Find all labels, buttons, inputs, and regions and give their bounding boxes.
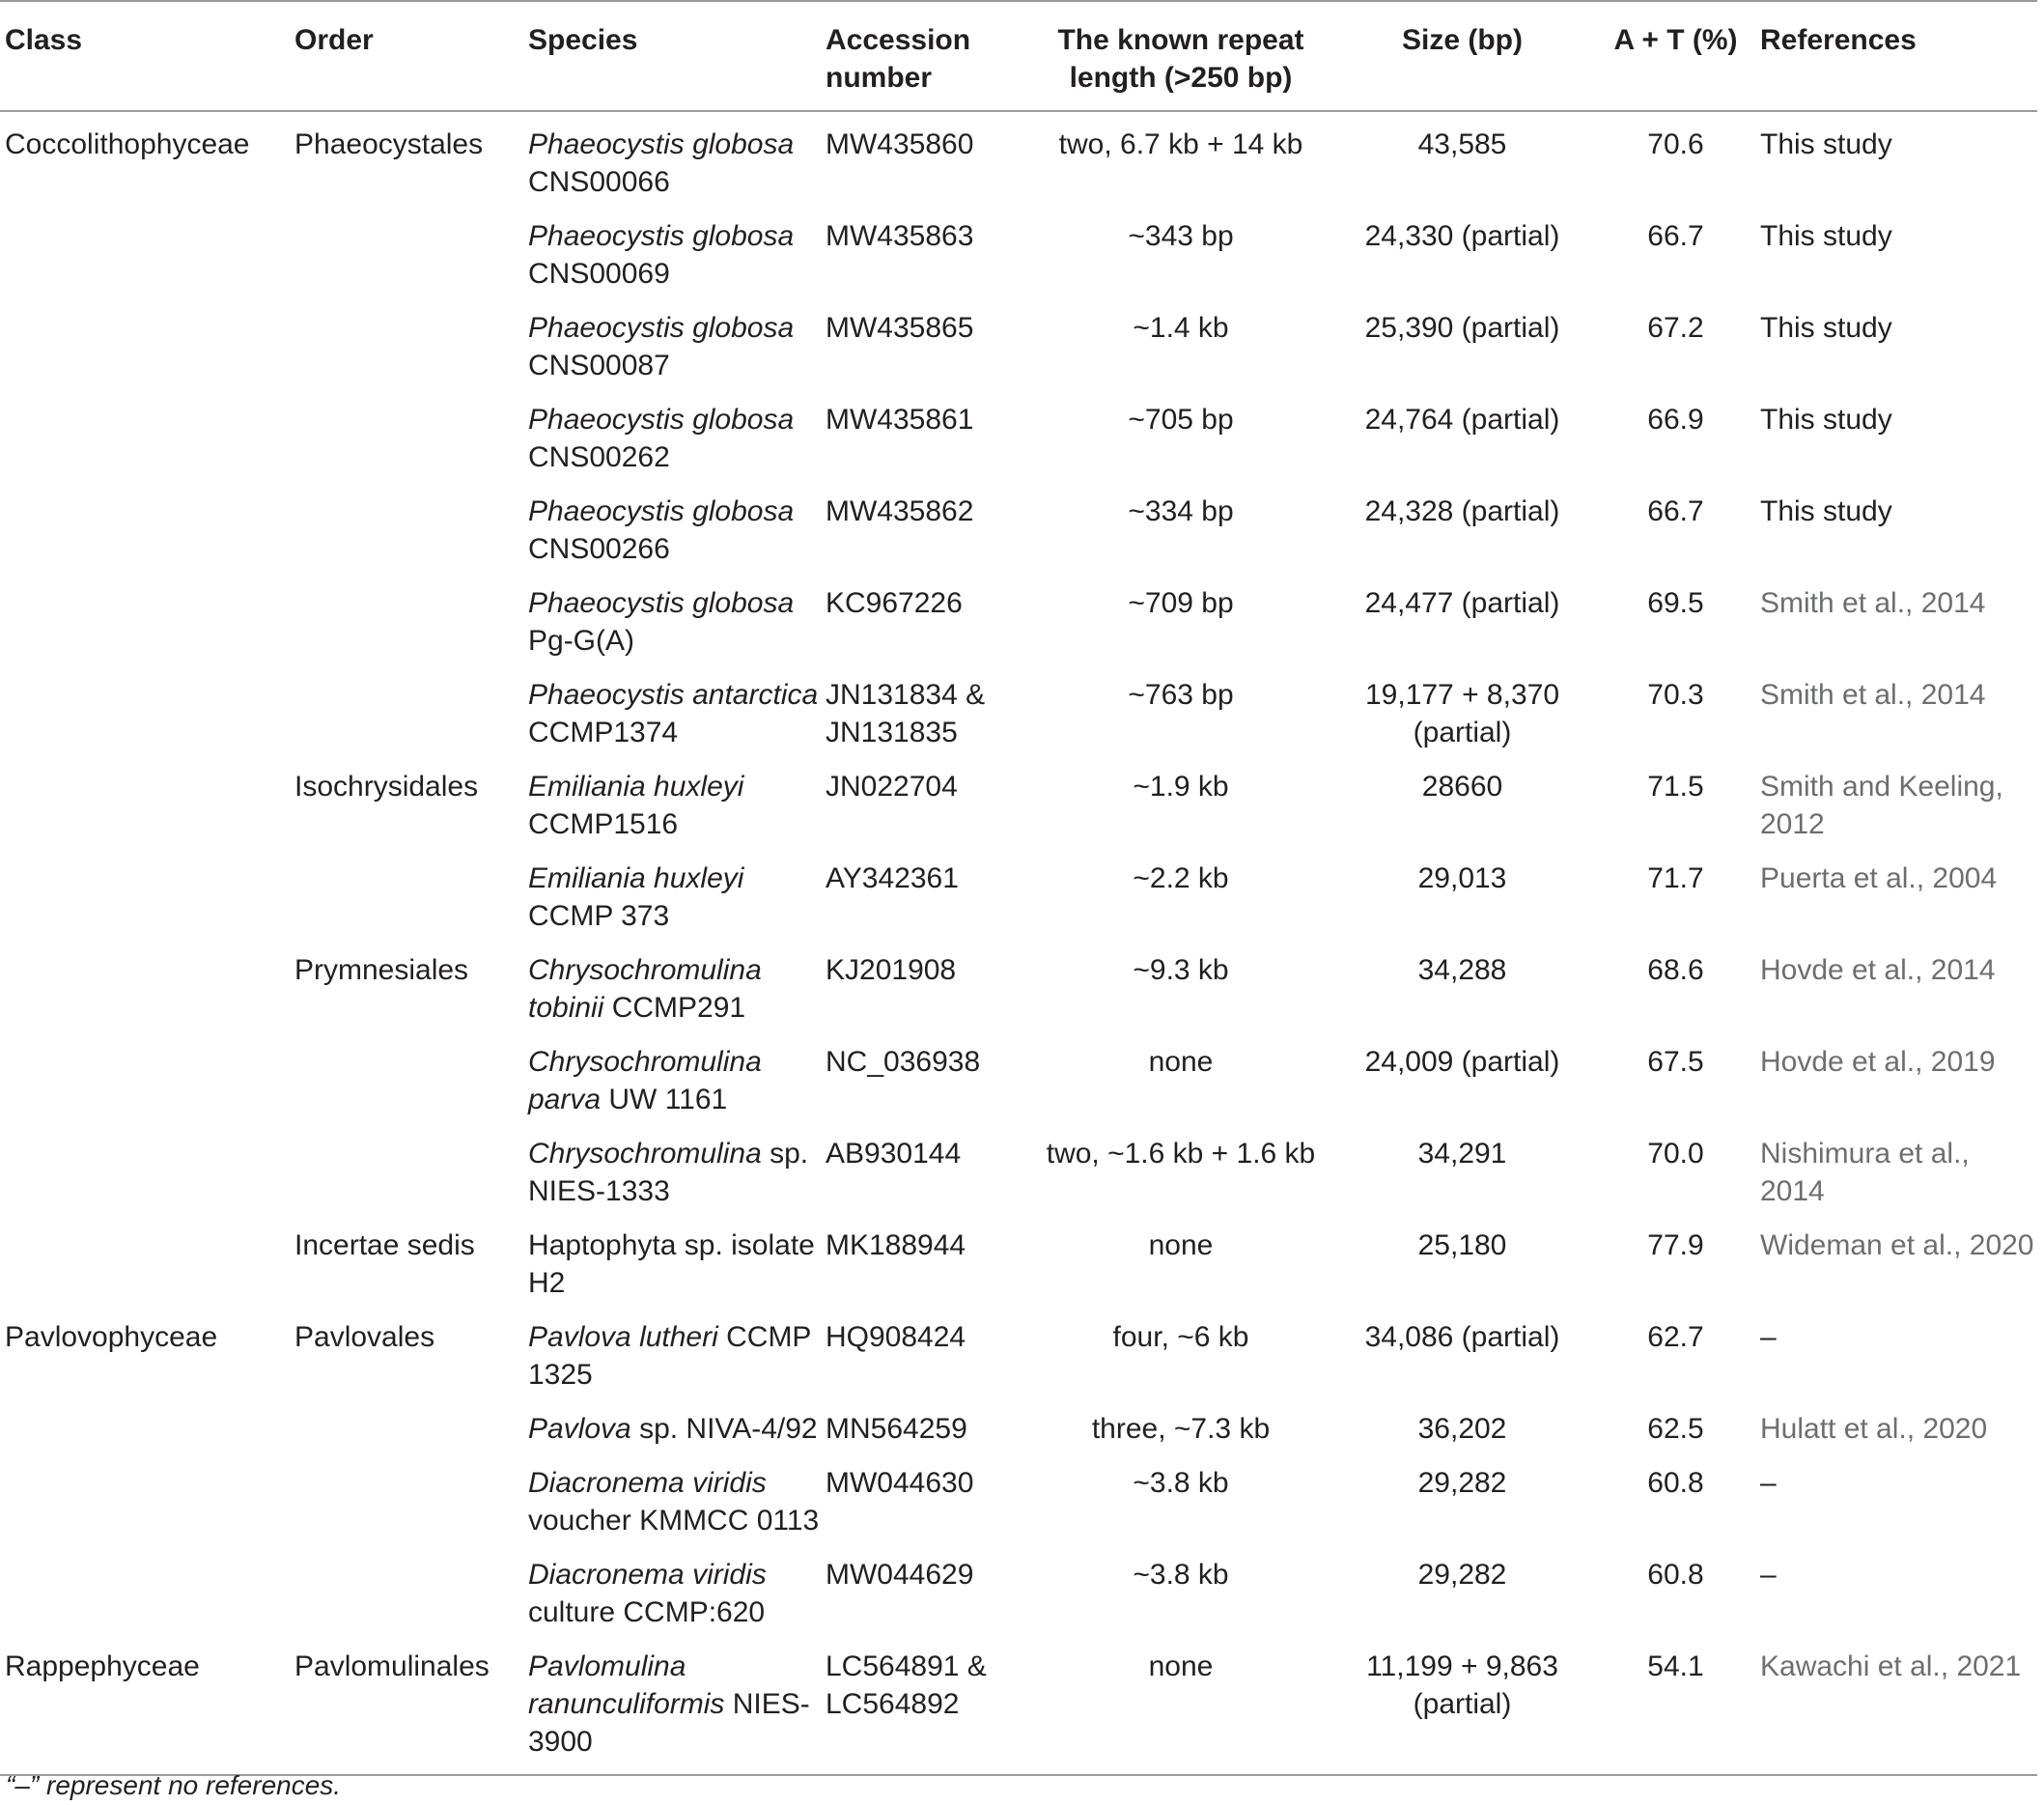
cell-species [523, 666, 821, 758]
cell-reference: Nishimura et al., 2014 [1760, 1138, 1970, 1207]
header-order: Order [294, 24, 374, 56]
cell-order [290, 391, 523, 483]
species-name-rest: CCMP 373 [528, 900, 670, 932]
cell-at-content: 54.1 [1647, 1650, 1704, 1682]
cell-size: 25,390 (partial) [1364, 312, 1560, 344]
cell-reference: Wideman et al., 2020 [1760, 1229, 2034, 1261]
species-name-rest: CNS00087 [528, 350, 670, 381]
cell-repeat-length: ~2.2 kb [1133, 862, 1229, 894]
cell-reference: This study [1760, 495, 1892, 527]
cell-repeat-length: ~763 bp [1128, 679, 1234, 711]
species-name-rest: CCMP1374 [528, 717, 679, 748]
cell-class [0, 1033, 290, 1125]
cell-repeat-length: none [1148, 1229, 1214, 1261]
species-name-italic: Diacronema viridis [528, 1467, 767, 1499]
cell-accession: HQ908424 [826, 1321, 966, 1353]
cell-class [0, 850, 290, 942]
species-name-italic: Pavlomulina ranunculiformis [528, 1650, 725, 1720]
species-name-rest: sp. NIVA-4/92 [630, 1413, 818, 1445]
table-row [0, 483, 2037, 575]
cell-at-content: 67.5 [1647, 1046, 1704, 1078]
cell-species [523, 1638, 821, 1775]
cell-repeat-length: two, ~1.6 kb + 1.6 kb [1046, 1138, 1316, 1170]
cell-repeat-length: none [1148, 1650, 1214, 1682]
cell-size: 36,202 [1417, 1413, 1507, 1445]
table-footnote: “–” represent no references. [6, 1770, 342, 1800]
cell-reference: Kawachi et al., 2021 [1760, 1650, 2022, 1682]
cell-size: 34,086 (partial) [1364, 1321, 1560, 1353]
cell-repeat-length: four, ~6 kb [1112, 1321, 1249, 1353]
cell-accession: KJ201908 [826, 954, 957, 986]
cell-reference: Puerta et al., 2004 [1760, 862, 1998, 894]
cell-accession: JN131834 & JN131835 [826, 679, 986, 748]
cell-size: 11,199 + 9,863 (partial) [1366, 1650, 1558, 1720]
cell-repeat-length: three, ~7.3 kb [1091, 1413, 1271, 1445]
header-species: Species [528, 24, 638, 56]
table-row [0, 1400, 2037, 1454]
cell-at-content: 67.2 [1647, 312, 1704, 344]
cell-size: 43,585 [1417, 128, 1507, 160]
cell-size: 29,282 [1417, 1559, 1507, 1591]
cell-accession: MW435861 [826, 404, 974, 436]
species-name-rest: voucher KMMCC 0113 [528, 1505, 820, 1537]
header-size: Size (bp) [1402, 24, 1523, 56]
cell-species [523, 208, 821, 299]
cell-order [290, 1033, 523, 1125]
species-name-italic: Emiliania huxleyi [528, 771, 744, 803]
cell-at-content: 60.8 [1647, 1467, 1704, 1499]
cell-order: Phaeocystales [294, 128, 484, 160]
cell-class [0, 575, 290, 666]
table-row [0, 666, 2037, 758]
cell-order [290, 1400, 523, 1454]
cell-at-content: 70.3 [1647, 679, 1704, 711]
cell-order [290, 483, 523, 575]
cell-species [523, 1033, 821, 1125]
cell-species [523, 391, 821, 483]
table-row [0, 850, 2037, 942]
cell-accession: JN022704 [826, 771, 958, 803]
species-name-italic: Pavlova lutheri [528, 1321, 718, 1353]
cell-accession: MW044630 [826, 1467, 974, 1499]
species-name-rest: Pg-G(A) [528, 625, 635, 657]
header-at-content: A + T (%) [1613, 24, 1738, 56]
cell-reference: – [1760, 1559, 1777, 1591]
species-name-rest: culture CCMP:620 [528, 1596, 766, 1628]
species-name-rest: CCMP1516 [528, 808, 679, 840]
cell-at-content: 60.8 [1647, 1559, 1704, 1591]
table-row [0, 1454, 2037, 1546]
cell-accession: MW435862 [826, 495, 974, 527]
species-name-rest: CCMP291 [603, 992, 746, 1024]
species-name-rest: CNS00266 [528, 533, 670, 565]
cell-reference: Smith and Keeling, 2012 [1760, 771, 2003, 840]
cell-class [0, 483, 290, 575]
cell-reference: Smith et al., 2014 [1760, 679, 1986, 711]
cell-class [0, 758, 290, 850]
cell-species [523, 483, 821, 575]
header-row [0, 1, 2037, 111]
cell-size: 24,477 (partial) [1364, 587, 1560, 619]
cell-species [523, 942, 821, 1033]
cell-reference: – [1760, 1321, 1777, 1353]
table-row [0, 1309, 2037, 1400]
species-name-rest: CNS00069 [528, 258, 670, 290]
cell-order: Pavlovales [294, 1321, 435, 1353]
cell-repeat-length: ~1.4 kb [1133, 312, 1229, 344]
species-name-italic: Diacronema viridis [528, 1559, 767, 1591]
cell-size: 19,177 + 8,370 (partial) [1364, 679, 1560, 748]
cell-accession: MK188944 [826, 1229, 966, 1261]
cell-reference: This study [1760, 404, 1892, 436]
cell-class [0, 1546, 290, 1638]
cell-species [523, 1546, 821, 1638]
cell-repeat-length: two, 6.7 kb + 14 kb [1058, 128, 1303, 160]
cell-repeat-length: ~3.8 kb [1133, 1467, 1229, 1499]
cell-accession: AB930144 [826, 1138, 962, 1170]
table-row [0, 1638, 2037, 1775]
species-name-italic: Phaeocystis globosa [528, 220, 795, 252]
cell-species [523, 111, 821, 208]
species-name-rest: NIES-3900 [528, 1688, 810, 1758]
cell-size: 29,013 [1417, 862, 1507, 894]
cell-size: 25,180 [1417, 1229, 1507, 1261]
table-body [0, 111, 2037, 1775]
table-row [0, 299, 2037, 391]
table-row [0, 758, 2037, 850]
species-name-rest: CNS00262 [528, 441, 670, 473]
species-name-italic: Chrysochromulina tobinii [528, 954, 762, 1024]
table-row [0, 111, 2037, 208]
table-row [0, 942, 2037, 1033]
cell-reference: This study [1760, 312, 1892, 344]
cell-species [523, 299, 821, 391]
cell-repeat-length: none [1148, 1046, 1214, 1078]
cell-class [0, 1125, 290, 1217]
cell-size: 34,291 [1417, 1138, 1507, 1170]
cell-order [290, 1454, 523, 1546]
cell-at-content: 71.7 [1647, 862, 1704, 894]
cell-species [523, 1400, 821, 1454]
cell-species [523, 575, 821, 666]
table-row [0, 575, 2037, 666]
species-name-italic: Phaeocystis globosa [528, 312, 795, 344]
cell-repeat-length: ~343 bp [1128, 220, 1234, 252]
species-name-rest: UW 1161 [601, 1084, 728, 1115]
cell-class: Pavlovophyceae [5, 1321, 218, 1353]
cell-at-content: 62.5 [1647, 1413, 1704, 1445]
species-name-italic: Phaeocystis globosa [528, 128, 795, 160]
cell-species [523, 1309, 821, 1400]
cell-order [290, 666, 523, 758]
table-row [0, 1125, 2037, 1217]
species-name-italic: Phaeocystis antarctica [528, 679, 819, 711]
cell-order [290, 1125, 523, 1217]
table-row [0, 1033, 2037, 1125]
cell-size: 34,288 [1417, 954, 1507, 986]
cell-reference: – [1760, 1467, 1777, 1499]
cell-size: 24,009 (partial) [1364, 1046, 1560, 1078]
cell-size: 29,282 [1417, 1467, 1507, 1499]
cell-size: 28660 [1421, 771, 1503, 803]
cell-size: 24,764 (partial) [1364, 404, 1560, 436]
cell-order [290, 850, 523, 942]
cell-repeat-length: ~705 bp [1128, 404, 1234, 436]
species-name-rest: CCMP 1325 [528, 1321, 811, 1391]
cell-species [523, 1125, 821, 1217]
cell-repeat-length: ~3.8 kb [1133, 1559, 1229, 1591]
header-repeat-length: The known repeat length (>250 bp) [1057, 24, 1304, 94]
cell-order: Prymnesiales [294, 954, 469, 986]
species-name-italic: Pavlova [528, 1413, 631, 1445]
cell-reference: Hovde et al., 2014 [1760, 954, 1996, 986]
table-row [0, 391, 2037, 483]
cell-repeat-length: ~9.3 kb [1133, 954, 1229, 986]
cell-class: Coccolithophyceae [5, 128, 250, 160]
cell-at-content: 70.6 [1647, 128, 1704, 160]
cell-size: 24,328 (partial) [1364, 495, 1560, 527]
header-references: References [1760, 24, 1917, 56]
species-name-italic: Phaeocystis globosa [528, 495, 795, 527]
cell-accession: MW435863 [826, 220, 974, 252]
species-name-italic: Phaeocystis globosa [528, 587, 795, 619]
species-name-italic: Chrysochromulina [528, 1138, 762, 1170]
cell-at-content: 66.7 [1647, 220, 1704, 252]
cell-order: Isochrysidales [294, 771, 479, 803]
header-class: Class [5, 24, 83, 56]
cell-reference: This study [1760, 128, 1892, 160]
table-row [0, 1546, 2037, 1638]
cell-accession: MN564259 [826, 1413, 967, 1445]
cell-species [523, 758, 821, 850]
cell-reference: Smith et al., 2014 [1760, 587, 1986, 619]
cell-order [290, 299, 523, 391]
cell-class [0, 942, 290, 1033]
species-name-rest: sp. NIES-1333 [528, 1138, 809, 1207]
cell-order: Pavlomulinales [294, 1650, 490, 1682]
header-accession: Accession number [826, 24, 971, 94]
cell-accession: KC967226 [826, 587, 963, 619]
cell-class [0, 1217, 290, 1309]
cell-at-content: 66.9 [1647, 404, 1704, 436]
cell-class [0, 208, 290, 299]
cell-at-content: 62.7 [1647, 1321, 1704, 1353]
species-name-italic: Chrysochromulina parva [528, 1046, 762, 1115]
species-name-rest: Haptophyta sp. isolate H2 [528, 1229, 815, 1299]
cell-at-content: 66.7 [1647, 495, 1704, 527]
cell-accession: AY342361 [826, 862, 959, 894]
cell-accession: MW044629 [826, 1559, 974, 1591]
species-name-italic: Phaeocystis globosa [528, 404, 795, 436]
cell-accession: MW435865 [826, 312, 974, 344]
species-name-italic: Emiliania huxleyi [528, 862, 744, 894]
cell-reference: Hovde et al., 2019 [1760, 1046, 1996, 1078]
cell-size: 24,330 (partial) [1364, 220, 1560, 252]
table-row [0, 1217, 2037, 1309]
cell-order [290, 575, 523, 666]
cell-species [523, 850, 821, 942]
cell-order [290, 1546, 523, 1638]
cell-order [290, 208, 523, 299]
cell-accession: LC564891 & LC564892 [826, 1650, 987, 1720]
cell-accession: MW435860 [826, 128, 974, 160]
cell-at-content: 69.5 [1647, 587, 1704, 619]
cell-repeat-length: ~709 bp [1128, 587, 1234, 619]
species-name-rest: CNS00066 [528, 166, 670, 198]
cell-repeat-length: ~334 bp [1128, 495, 1234, 527]
cell-class [0, 299, 290, 391]
cell-accession: NC_036938 [826, 1046, 981, 1078]
cell-at-content: 71.5 [1647, 771, 1704, 803]
table-row [0, 208, 2037, 299]
cell-order: Incertae sedis [294, 1229, 475, 1261]
cell-reference: Hulatt et al., 2020 [1760, 1413, 1988, 1445]
cell-class [0, 1400, 290, 1454]
cell-at-content: 70.0 [1647, 1138, 1704, 1170]
cell-species [523, 1217, 821, 1309]
cell-species [523, 1454, 821, 1546]
cell-class [0, 1454, 290, 1546]
cell-reference: This study [1760, 220, 1892, 252]
cell-class: Rappephyceae [5, 1650, 200, 1682]
cell-class [0, 391, 290, 483]
cell-repeat-length: ~1.9 kb [1133, 771, 1229, 803]
cell-at-content: 68.6 [1647, 954, 1704, 986]
cell-at-content: 77.9 [1647, 1229, 1704, 1261]
cell-class [0, 666, 290, 758]
